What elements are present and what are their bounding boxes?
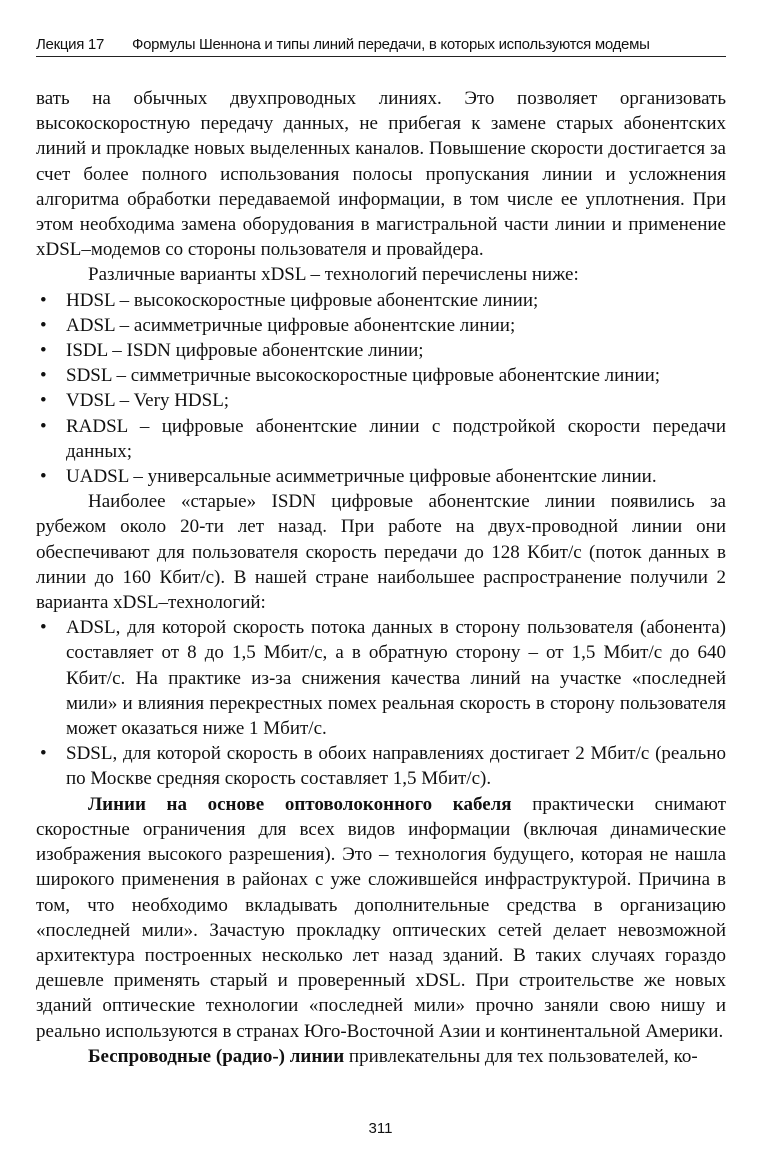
list-item: • ISDL – ISDN цифровые абонентские линии;	[36, 338, 726, 363]
page-number: 311	[368, 1120, 393, 1137]
paragraph-5	[36, 1044, 726, 1069]
list-item: • RADSL – цифровые абонентские линии с подстройкой скорости передачи данных;	[36, 414, 726, 464]
list-item: • HDSL – высокоскоростные цифровые абонентские линии;	[36, 288, 726, 313]
list-item: • SDSL, для которой скорость в обоих направлениях достигает 2 Мбит/с (реально по Москве средняя скорость составляет 1,5 Мбит/с).	[36, 741, 726, 791]
term-wireless-lines: Беспроводные (радио-) линии	[88, 1045, 345, 1067]
running-header	[36, 36, 726, 57]
term-fiber-lines: Линии на основе оптоволоконного кабеля	[88, 793, 512, 815]
paragraph-1: вать на обычных двухпроводных линиях. Это позволяет организовать высокоскоростную передачу данных, не прибегая к замене старых абонентских линий и прокладке новых выделенных каналов. Повышение скорости достигается за счет более полного использования полосы пропускания линии и усложнения алгоритма обработки передаваемой информации, в том числе ее уплотнения. При этом необходима замена оборудования в магистральной части линии и применение xDSL–модемов со стороны пользователя и провайдера.	[36, 88, 726, 261]
page-body	[36, 86, 726, 1069]
chapter-title: Формулы Шеннона и типы линий передачи, в которых используются модемы	[132, 36, 650, 53]
list-item: • SDSL – симметричные высокоскоростные цифровые абонентские линии;	[36, 363, 726, 388]
lecture-label: Лекция 17	[36, 36, 104, 53]
paragraph-3: Наиболее «старые» ISDN цифровые абонентские линии появились за рубежом около 20-ти лет назад. При работе на двух-проводной линии они обеспечивают для пользователя скорость передачи до 128 Кбит/с (поток данных в линии до 160 Кбит/с). В нашей стране наибольшее распространение получили 2 варианта xDSL–технологий:	[36, 491, 726, 614]
xdsl-russia-list	[36, 615, 726, 791]
list-item: • ADSL – асимметричные цифровые абонентские линии;	[36, 313, 726, 338]
paragraph-4-text: практически снимают скоростные ограничения для всех видов информации (включая динамические изображения высокого разрешения). Это – технология будущего, которая не нашла широкого применения в районах с уже сложившейся инфраструктурой. Причина в том, что необходимо вкладывать дополнительные средства в организацию «последней мили». Зачастую прокладку оптических сетей делает невозможной архитектура построенных несколько лет назад зданий. В таких случаях гораздо дешевле применять старый и проверенный xDSL. При строительстве же новых зданий оптические технологии «последней мили» прочно заняли свою нишу и реально используются в странах Юго-Восточной Азии и континентальной Америки.	[36, 793, 726, 1042]
list-item: • VDSL – Very HDSL;	[36, 388, 726, 413]
paragraph-4	[36, 792, 726, 1044]
paragraph-2: Различные варианты xDSL – технологий перечислены ниже:	[88, 264, 579, 286]
xdsl-variants-list	[36, 288, 726, 490]
list-item: • ADSL, для которой скорость потока данных в сторону пользователя (абонента) составляет от 8 до 1,5 Мбит/с, а в обратную сторону – от 1,5 Мбит/с до 640 Кбит/с. На практике из-за снижения качества линий на участке «последней мили» и влияния перекрестных помех реальная скорость в сторону пользователя может оказаться ниже 1 Мбит/с.	[36, 615, 726, 741]
list-item: • UADSL – универсальные асимметричные цифровые абонентские линии.	[36, 464, 726, 489]
paragraph-5-text: привлекательны для тех пользователей, ко-	[344, 1045, 698, 1067]
